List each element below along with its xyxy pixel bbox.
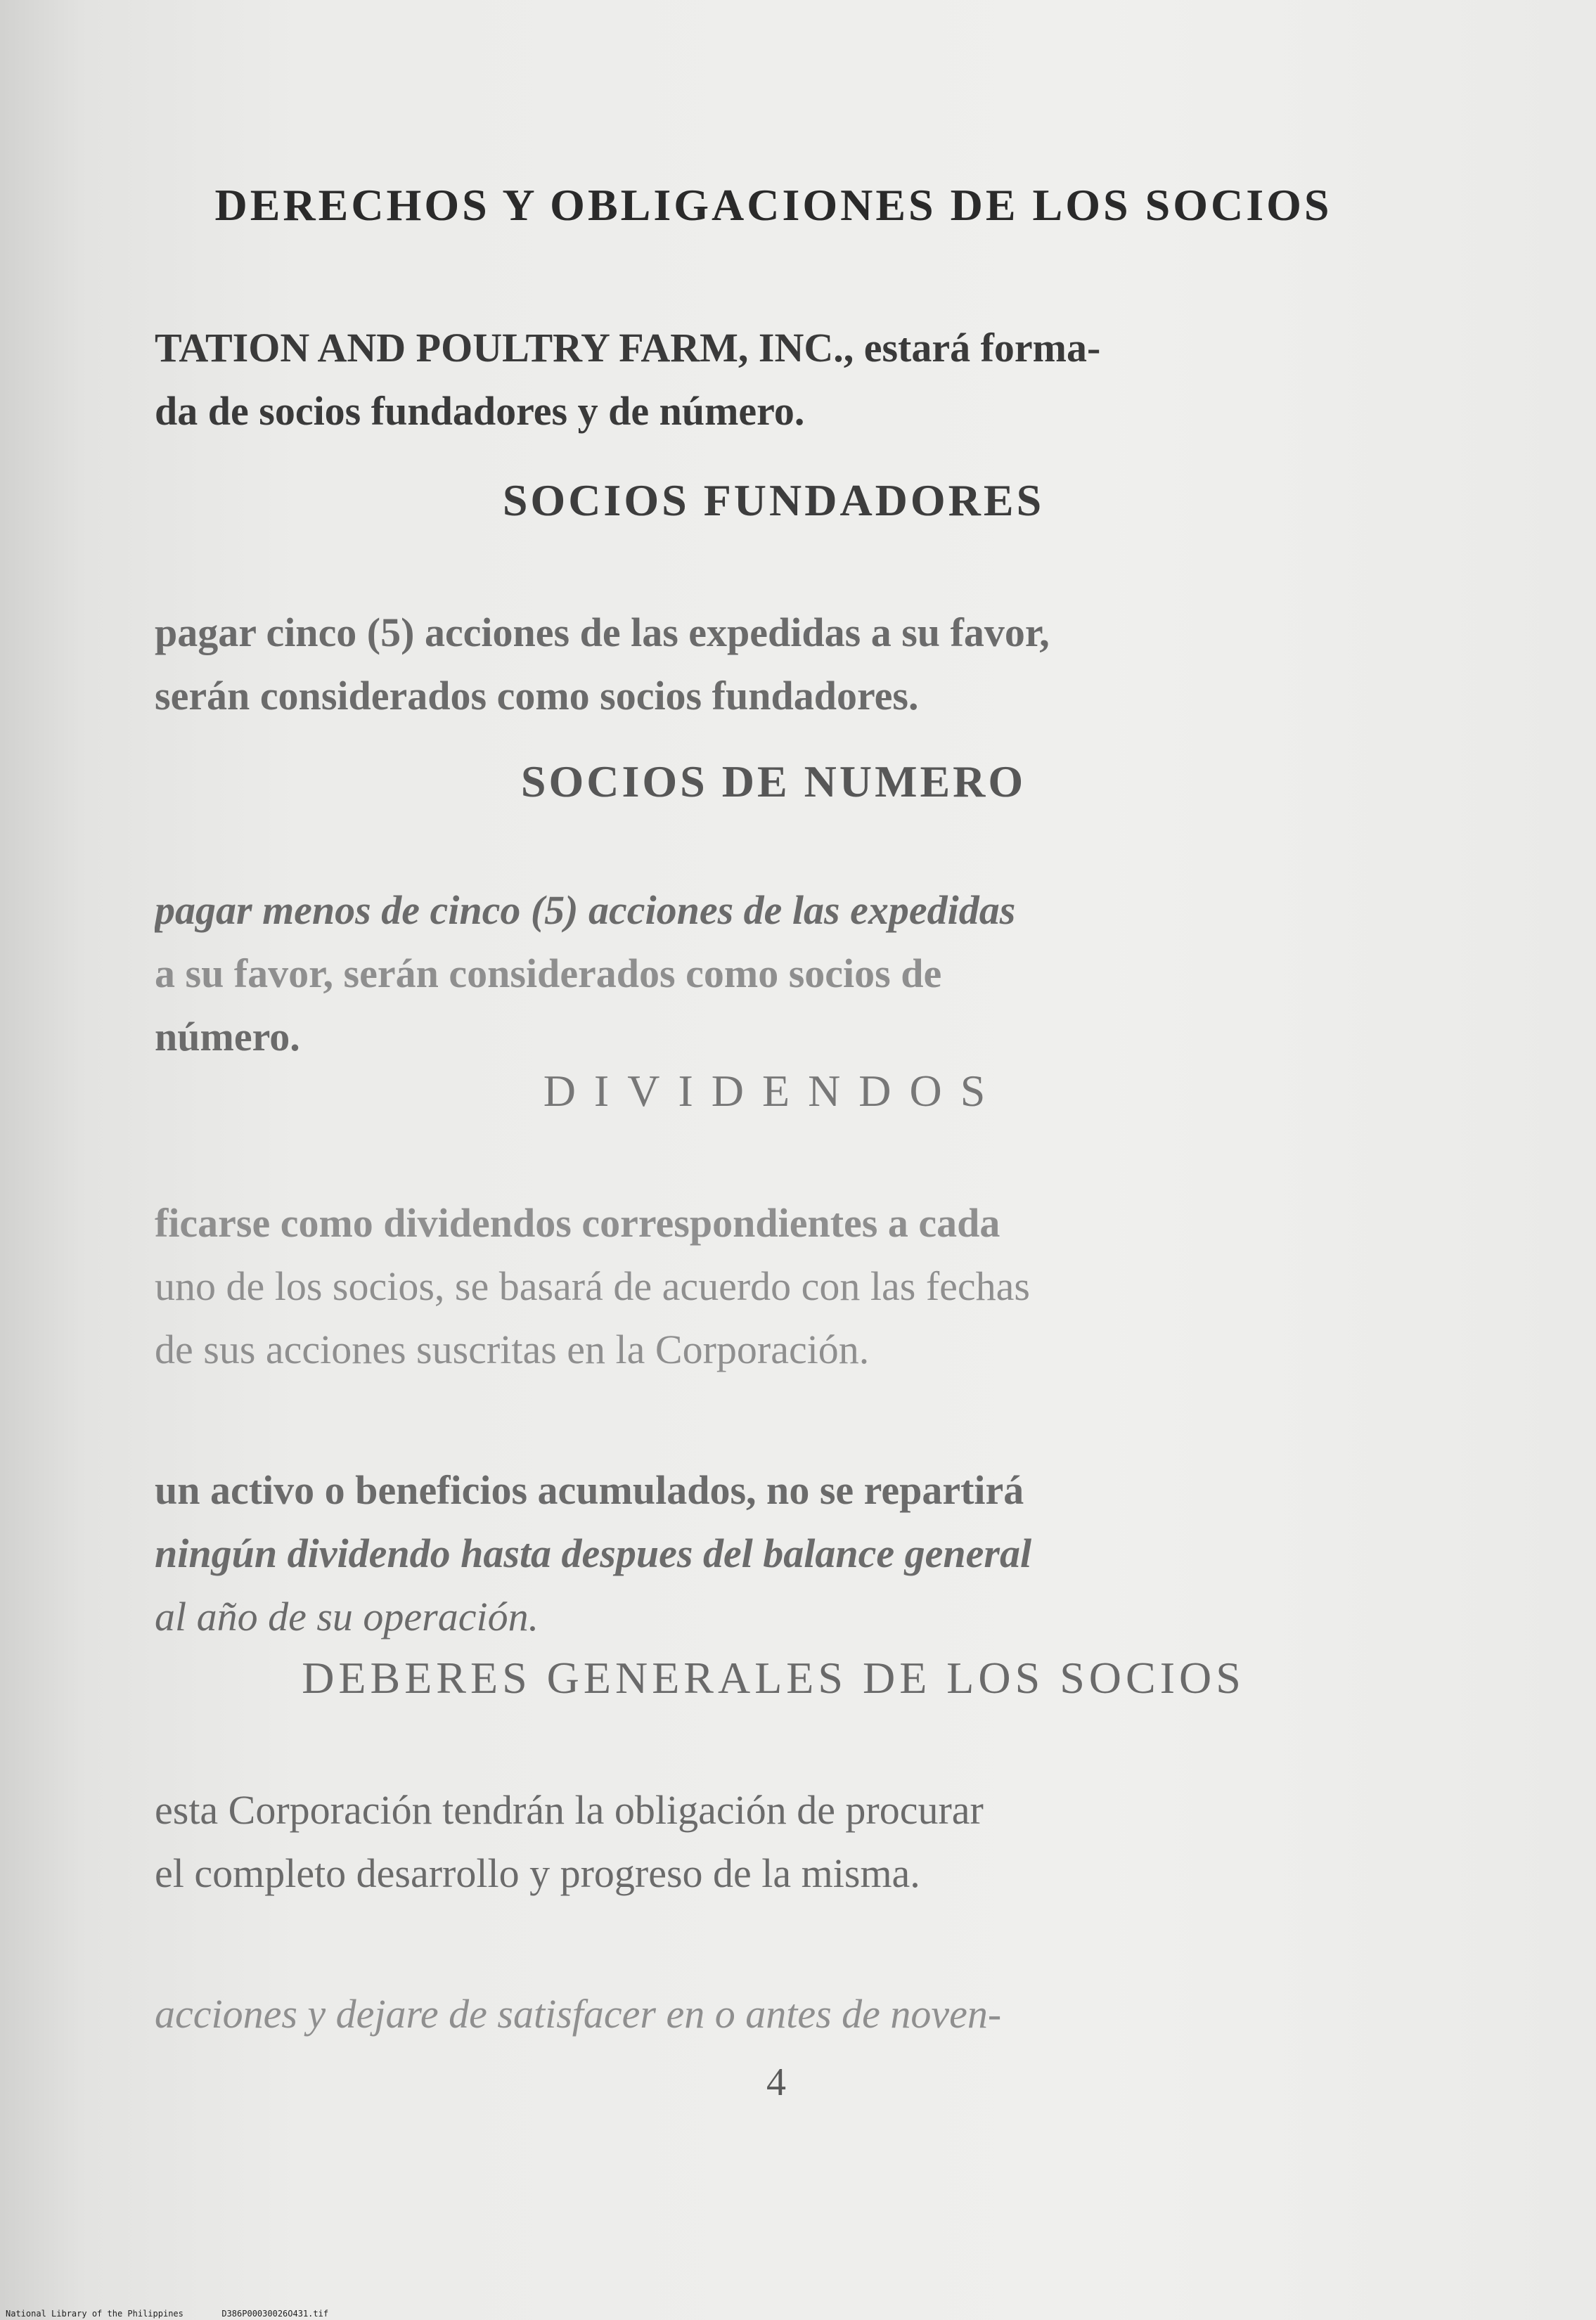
page-number: 4	[766, 2061, 786, 2104]
heading-dividends: DIVIDENDOS	[543, 1066, 1004, 1116]
art7-line2: un activo o beneficios acumulados, no se repartirá	[155, 1467, 1024, 1513]
art6-line2: ficarse como dividendos correspondientes a cada	[155, 1200, 1000, 1246]
document-page	[155, 179, 1392, 2148]
art8-line3: el completo desarrollo y progreso de la misma.	[155, 1850, 920, 1896]
art8-line2: esta Corporación tendrán la obligación de procurar	[155, 1787, 984, 1833]
art6-line3: uno de los socios, se basará de acuerdo con las fechas	[155, 1263, 1030, 1309]
art4-line3: serán considerados como socios fundadores.	[155, 673, 919, 718]
art5-line2: pagar menos de cinco (5) acciones de las expedidas	[155, 887, 1016, 933]
art4-line2: pagar cinco (5) acciones de las expedidas a su favor,	[155, 610, 1050, 655]
heading-rights-obligations: DERECHOS Y OBLIGACIONES DE LOS SOCIOS	[214, 180, 1332, 230]
art3-line2: TATION AND POULTRY FARM, INC., estará forma-	[155, 325, 1101, 370]
footer-file: D386P00030026O431.tif	[221, 2309, 329, 2319]
art6-line4: de sus acciones suscritas en la Corporación.	[155, 1327, 870, 1372]
art7-line4: al año de su operación.	[155, 1594, 539, 1639]
heading-members: SOCIOS DE NUMERO	[520, 756, 1027, 806]
art3-line3: da de socios fundadores y de número.	[155, 388, 805, 434]
art5-line4: número.	[155, 1014, 300, 1059]
footer-library: National Library of the Philippines	[6, 2309, 184, 2319]
art9-line2: acciones y dejare de satisfacer en o antes de noven-	[155, 1991, 1002, 2037]
art5-line3: a su favor, serán considerados como socios de	[155, 950, 942, 996]
art7-line3: ningún dividendo hasta despues del balance general	[155, 1530, 1032, 1576]
scan-footer	[6, 2309, 328, 2319]
heading-duties: DEBERES GENERALES DE LOS SOCIOS	[302, 1653, 1245, 1703]
heading-founders: SOCIOS FUNDADORES	[502, 475, 1045, 525]
